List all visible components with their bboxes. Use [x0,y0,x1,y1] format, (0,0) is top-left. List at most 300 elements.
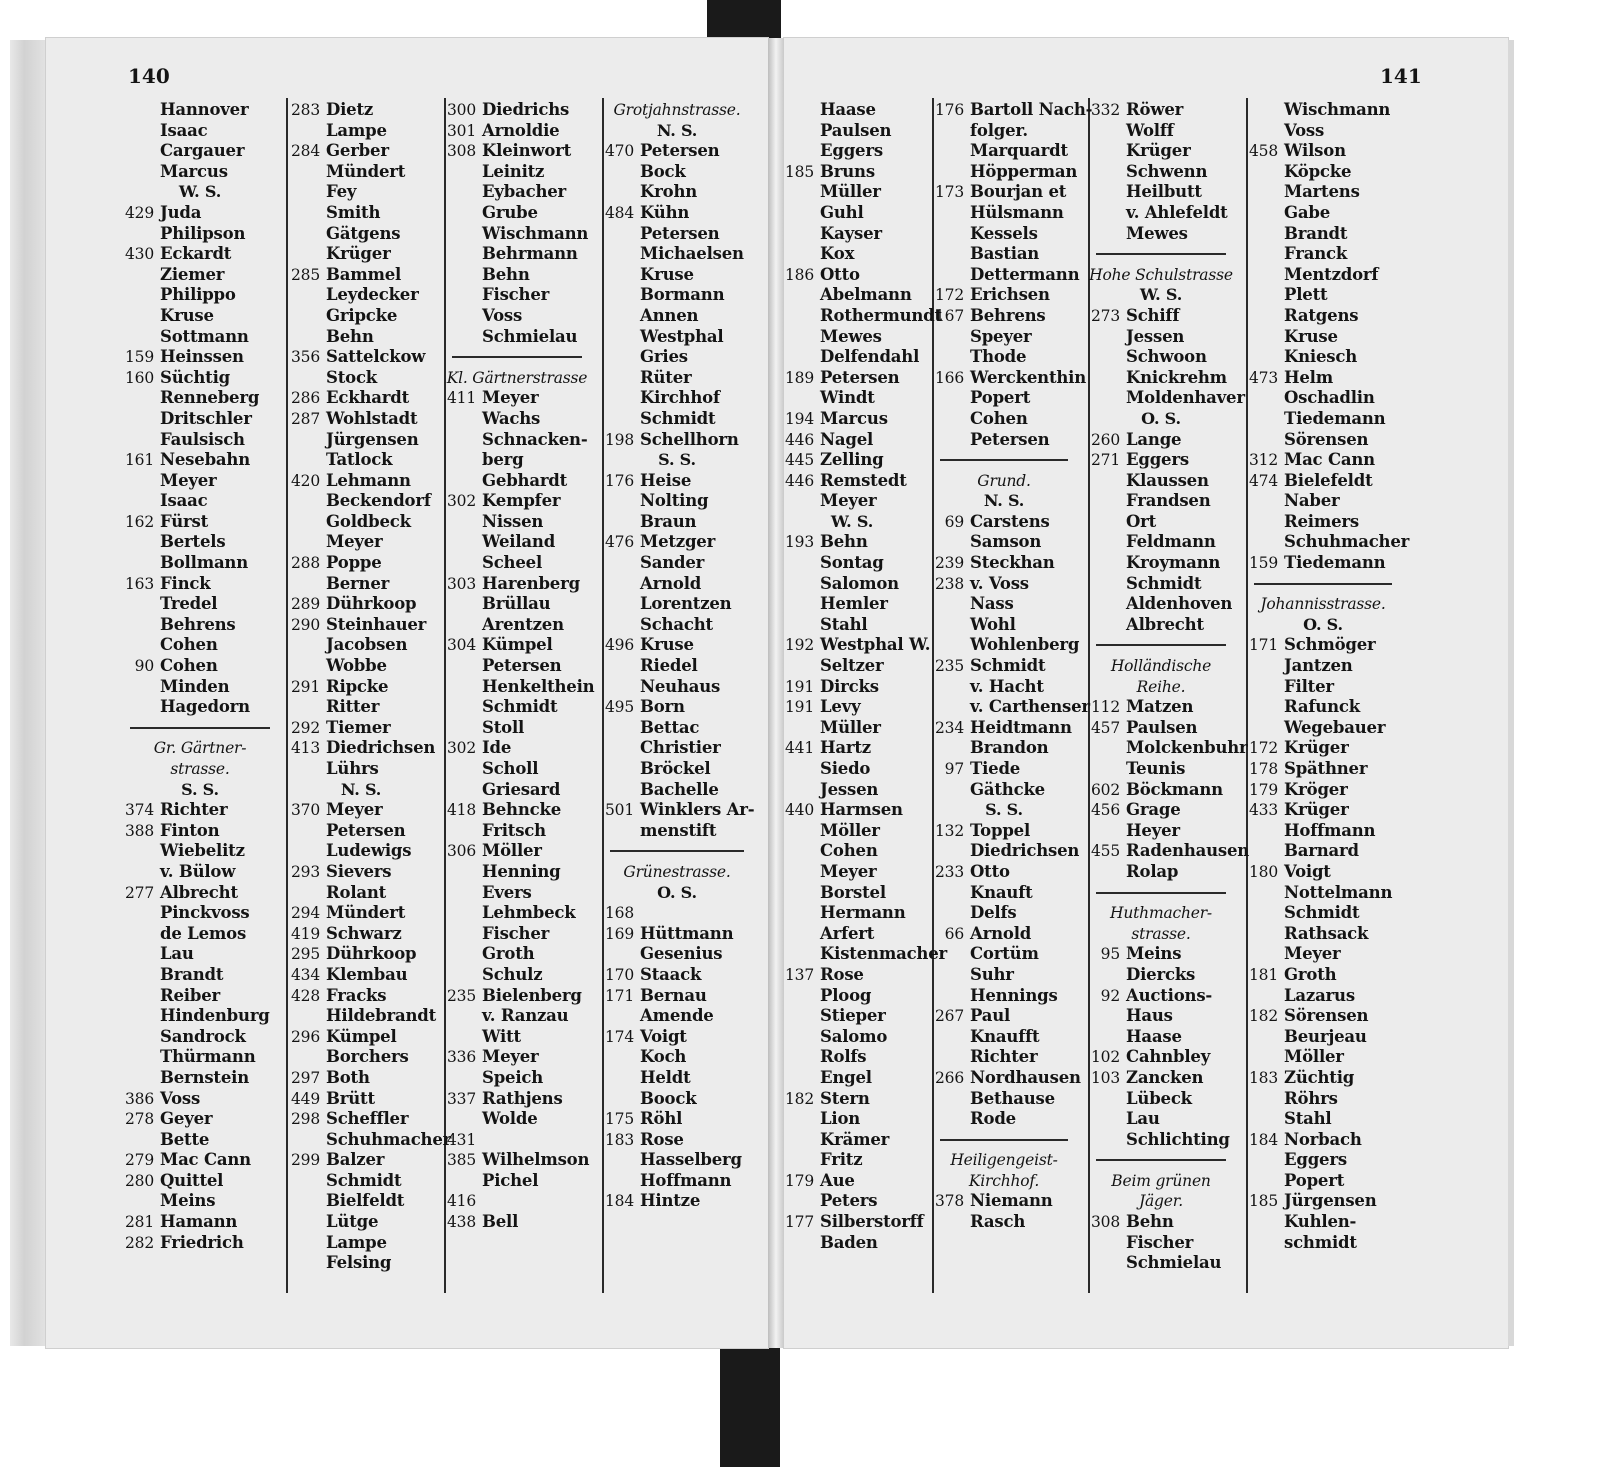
resident-entry [282,903,440,924]
resident-name: Tiemer [326,717,391,737]
resident-name: Haus [1126,1006,1173,1026]
resident-entry [776,1130,928,1151]
resident-name: Sontag [820,553,884,573]
resident-name: Meins [160,1191,216,1211]
resident-entry [282,718,440,739]
house-number: 234 [935,718,964,737]
resident-entry [1082,800,1240,821]
resident-entry [1240,182,1406,203]
resident-name: Lührs [326,759,379,778]
resident-name: Koch [640,1047,687,1067]
resident-entry [1240,512,1406,533]
resident-name: Windt [820,388,875,408]
resident-entry [438,965,596,986]
resident-entry [116,862,284,883]
resident-entry [438,1130,596,1151]
resident-entry [438,841,596,862]
house-number: 179 [785,1171,814,1190]
resident-entry [116,821,284,842]
resident-name: Jessen [1126,326,1185,346]
resident-entry [596,1006,758,1027]
house-number: 233 [935,862,964,881]
resident-name: Henkelthein [482,676,595,696]
resident-entry [116,1089,284,1110]
resident-name: Kessels [970,223,1038,243]
side-heading: N. S. [983,491,1025,511]
house-number: 184 [605,1192,634,1211]
resident-entry [926,121,1082,142]
resident-entry [1082,203,1240,224]
resident-name: Diedrichsen [970,841,1080,861]
resident-entry [282,532,440,553]
section-rule [1082,1150,1240,1171]
house-number: 159 [1249,554,1278,573]
resident-entry [1082,594,1240,615]
resident-name: Nesebahn [160,450,250,470]
resident-entry [282,862,440,883]
resident-entry [1240,265,1406,286]
resident-name: Sander [640,553,705,573]
resident-name: Meyer [820,491,877,511]
resident-name: Nass [970,594,1014,614]
resident-name: Fracks [326,985,387,1005]
resident-name: Barnard [1284,841,1359,861]
resident-name: Leydecker [326,285,419,305]
resident-entry [1240,1233,1406,1254]
resident-name: Griesard [482,779,561,799]
house-number: 428 [291,986,320,1005]
resident-entry [282,965,440,986]
resident-name: Kirchhof [640,388,720,408]
resident-name: Nottelmann [1284,882,1393,902]
house-number: 285 [291,265,320,284]
resident-entry [1240,1027,1406,1048]
resident-name: Wolde [482,1109,538,1129]
resident-entry [1082,986,1240,1007]
resident-name: Groth [482,944,535,964]
resident-name: Voss [160,1088,201,1108]
resident-entry [926,367,1087,389]
resident-name: Hartz [820,738,871,758]
resident-entry [282,1150,440,1171]
resident-name: Levy [820,697,861,717]
resident-entry [1082,1109,1240,1130]
resident-name: Jacobsen [326,635,408,655]
house-number: 184 [1249,1130,1278,1149]
resident-name: Behn [820,532,868,552]
resident-name: Smith [326,202,381,222]
resident-name: Nolting [640,491,709,511]
resident-entry [116,574,284,595]
resident-entry [596,265,758,286]
house-number: 282 [125,1233,154,1252]
house-number: 182 [1249,1007,1278,1026]
resident-name: Mewes [1126,223,1188,243]
resident-name: Eggers [1284,1150,1347,1170]
resident-entry [116,965,284,986]
resident-name: Tredel [160,594,218,614]
house-number: 168 [605,904,634,923]
resident-entry [596,491,758,512]
resident-name: Mac Cann [160,1150,251,1170]
house-number: 167 [935,306,964,325]
resident-name: Kruse [640,264,694,284]
resident-name: Böckmann [1126,779,1223,799]
resident-entry [1082,738,1248,759]
resident-entry [776,450,928,471]
resident-name: Remstedt [820,470,907,490]
resident-entry [438,1191,596,1212]
resident-entry [926,883,1082,904]
resident-entry [926,635,1082,656]
resident-entry [282,883,440,904]
book-spine-bottom [720,1345,780,1467]
resident-name: Wohlenberg [970,635,1080,655]
house-number: 90 [134,657,154,676]
resident-name: Petersen [820,367,900,387]
resident-name: Gries [640,347,688,367]
resident-name: Jürgensen [326,429,419,449]
resident-name: Gesenius [640,944,723,964]
book-edge-right [1508,40,1514,1346]
resident-entry [1240,780,1406,801]
resident-name: Ziemer [160,264,225,284]
resident-entry [1240,1047,1406,1068]
resident-entry [282,821,440,842]
resident-entry [1240,100,1406,121]
resident-entry [1240,224,1406,245]
resident-name: Schellhorn [640,429,739,449]
resident-name: Hannover [160,100,249,119]
house-number: 446 [785,471,814,490]
resident-entry [116,388,284,409]
resident-entry [596,821,758,842]
house-number: 235 [447,986,476,1005]
resident-entry [926,759,1082,780]
resident-entry [776,182,928,203]
resident-entry [116,924,284,945]
resident-entry [596,388,758,409]
resident-entry [926,244,1082,265]
resident-name: Schmidt [970,656,1046,676]
house-number: 456 [1091,801,1120,820]
resident-name: Neuhaus [640,676,721,696]
resident-entry [116,347,284,368]
house-number: 385 [447,1151,476,1170]
resident-entry [596,1109,758,1130]
resident-name: Eggers [1126,450,1189,470]
resident-entry [438,883,596,904]
resident-entry [1082,1130,1240,1151]
resident-entry [776,738,928,759]
resident-name: Moldenhaver [1126,388,1245,408]
resident-entry [926,986,1082,1007]
resident-name: Wilhelmson [482,1150,590,1170]
resident-entry [776,903,928,924]
resident-entry [116,1109,284,1130]
resident-entry [926,1047,1082,1068]
resident-name: Juda [160,202,202,222]
resident-name: Arnold [640,573,702,593]
resident-entry [776,162,928,183]
resident-name: Knickrehm [1126,367,1227,387]
resident-entry [116,327,284,348]
resident-entry [1082,718,1240,739]
resident-name: Rüter [640,367,692,387]
resident-entry [1240,841,1406,862]
house-number: 278 [125,1110,154,1129]
resident-entry [1240,368,1406,389]
resident-name: Bartoll Nach- [970,100,1093,119]
resident-name: Isaac [160,491,208,511]
resident-name: Zelling [820,450,884,470]
resident-name: Petersen [640,223,720,243]
resident-entry [1240,1089,1406,1110]
resident-name: Cahnbley [1126,1047,1211,1067]
resident-name: Scholl [482,759,539,778]
resident-name: Boock [640,1088,697,1108]
resident-entry [438,203,596,224]
house-number: 171 [1249,636,1278,655]
resident-name: Möller [820,820,880,840]
resident-name: Möller [482,841,542,861]
resident-entry [776,388,928,409]
resident-entry [116,1150,284,1171]
resident-entry [1240,532,1410,553]
resident-name: menstift [640,820,717,840]
resident-entry [438,862,596,883]
house-number: 420 [291,471,320,490]
resident-name: Sievers [326,861,392,881]
resident-name: Bourjan et [970,182,1067,202]
resident-name: Westphal W. [820,635,931,655]
resident-entry [282,265,440,286]
resident-name: Voigt [640,1026,687,1046]
street-heading: Hohe Schulstrasse [1089,265,1233,284]
resident-name: Norbach [1284,1129,1362,1149]
resident-name: Lazarus [1284,985,1355,1005]
house-number: 301 [447,121,476,140]
resident-name: Heidtmann [970,717,1072,737]
house-number: 433 [1249,801,1278,820]
resident-entry [596,203,758,224]
resident-entry [1240,203,1406,224]
house-number: 181 [1249,965,1278,984]
resident-name: Kruse [1284,326,1338,346]
resident-entry [116,532,284,553]
resident-name: Leinitz [482,161,545,181]
resident-entry [1082,1047,1240,1068]
resident-entry [282,1129,452,1151]
resident-entry [776,471,928,492]
house-number: 92 [1100,986,1120,1005]
house-number: 66 [944,924,964,943]
resident-name: v. Voss [970,573,1029,593]
resident-name: Sörensen [1284,429,1369,449]
resident-name: Petersen [640,141,720,161]
resident-name: Bachelle [640,779,719,799]
resident-name: Diedrichsen [326,738,436,758]
street-heading: Kl. Gärtnerstrasse [446,368,588,387]
resident-entry [1082,121,1240,142]
resident-name: Quittel [160,1170,224,1190]
resident-name: Schmidt [482,697,558,717]
resident-entry [926,697,1090,718]
resident-entry [282,697,440,718]
resident-name: Knaufft [970,1026,1040,1046]
resident-name: Wischmann [1284,100,1391,119]
resident-name: Wiebelitz [160,841,245,861]
resident-name: Meyer [482,1047,539,1067]
resident-entry [116,944,284,965]
street-heading: Gr. Gärtner- [153,739,247,758]
resident-name: Groth [1284,964,1337,984]
house-number: 446 [785,430,814,449]
resident-entry [596,306,758,327]
resident-name: Heise [640,470,692,490]
resident-entry [596,759,758,780]
resident-name: Voigt [1284,861,1331,881]
resident-name: Bielefeldt [1284,470,1373,490]
resident-name: Heilbutt [1126,182,1202,202]
resident-name: Scheel [482,553,543,573]
resident-name: Hennings [970,985,1058,1005]
resident-entry [776,532,928,553]
resident-entry [926,327,1082,348]
house-number: 194 [785,409,814,428]
house-number: 283 [291,101,320,119]
resident-name: Evers [482,882,532,902]
resident-entry [926,718,1082,739]
resident-name: Sörensen [1284,1006,1369,1026]
resident-name: Bernstein [160,1067,250,1087]
resident-name: Bielfeldt [326,1191,405,1211]
resident-name: Stoll [482,717,525,737]
resident-name: Paulsen [820,120,892,140]
resident-name: Cargauer [160,141,245,161]
resident-entry [776,347,928,368]
resident-name: Balzer [326,1150,385,1170]
house-number: 183 [605,1130,634,1149]
house-number: 238 [935,574,964,593]
resident-entry [282,100,440,121]
resident-entry [438,594,596,615]
house-number: 300 [447,101,476,119]
resident-entry [596,141,758,162]
resident-name: Peters [820,1191,878,1211]
resident-entry [1240,450,1406,471]
resident-entry [438,450,596,471]
directory-column [116,100,284,1253]
resident-entry [1082,1068,1240,1089]
resident-entry [926,1068,1082,1089]
resident-name: Schmidt [326,1170,402,1190]
resident-name: Goldbeck [326,511,411,531]
resident-name: Pichel [482,1170,539,1190]
resident-name: Hagedorn [160,697,250,717]
house-number: 132 [935,821,964,840]
horizontal-rule [940,459,1068,461]
resident-name: Nordhausen [970,1067,1081,1087]
house-number: 183 [1249,1068,1278,1087]
resident-entry [1082,100,1240,121]
resident-name: Petersen [970,429,1050,449]
resident-name: Dettermann [970,264,1080,284]
resident-entry [926,532,1082,553]
resident-entry [438,306,596,327]
side-heading: N. S. [656,120,698,140]
resident-name: Rolant [326,882,387,902]
resident-entry [776,759,928,780]
resident-entry [596,944,758,965]
house-number: 378 [935,1192,964,1211]
resident-name: Paulsen [1126,717,1198,737]
house-number: 169 [605,924,634,943]
resident-name: Aldenhoven [1126,594,1233,614]
resident-entry [282,1027,440,1048]
resident-name: Philippo [160,285,236,305]
resident-name: Ripcke [326,676,389,696]
resident-name: Gäthcke [970,779,1045,799]
resident-entry [438,388,596,409]
section-rule [1240,574,1406,595]
resident-name: Behrens [970,305,1046,325]
resident-name: Radenhausen [1126,841,1250,861]
resident-entry [282,224,440,245]
resident-entry [438,738,596,759]
resident-entry [596,1068,758,1089]
resident-name: Kühn [640,202,690,222]
resident-entry [926,203,1082,224]
resident-entry [282,388,440,409]
resident-name: Popert [970,388,1031,408]
resident-name: Hasselberg [640,1150,742,1170]
house-number: 336 [447,1048,476,1067]
resident-name: Ploog [820,985,872,1005]
resident-entry [926,265,1082,286]
resident-entry [438,718,596,739]
resident-entry [1240,1191,1406,1212]
resident-entry [926,430,1082,451]
resident-name: Arnold [970,923,1032,943]
resident-name: Lütge [326,1212,379,1232]
resident-entry [926,306,1082,327]
house-number: 303 [447,574,476,593]
resident-entry [116,224,284,245]
resident-entry [116,285,284,306]
resident-name: Fischer [482,923,550,943]
resident-entry [116,121,284,142]
resident-entry [776,1089,928,1110]
resident-entry [438,121,596,142]
house-number: 470 [605,142,634,161]
resident-entry [1240,1006,1406,1027]
house-number: 170 [605,965,634,984]
house-number: 260 [1091,430,1120,449]
house-number: 308 [1091,1213,1120,1232]
house-number: 484 [605,203,634,222]
resident-entry [282,553,440,574]
resident-entry [282,327,440,348]
resident-name: berg [482,450,524,470]
house-number: 474 [1249,471,1278,490]
resident-entry [596,224,758,245]
resident-entry [776,141,928,162]
resident-name: Wischmann [482,223,589,243]
resident-entry [438,471,596,492]
directory-column [438,100,596,1233]
resident-name: Züchtig [1284,1067,1355,1087]
